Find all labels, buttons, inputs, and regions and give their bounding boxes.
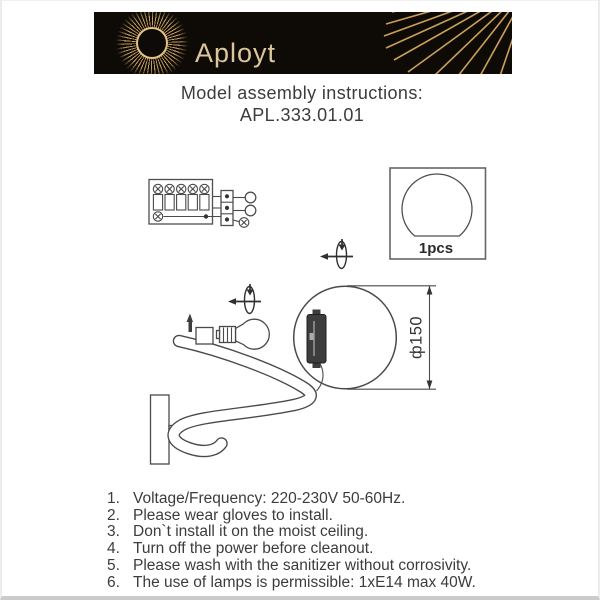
instruction-item — [2, 575, 600, 592]
item-text: Turn off the power before cleanout. — [133, 540, 374, 558]
item-text: The use of lamps is permissible: 1xE14 max 40W. — [133, 573, 476, 591]
parts-count-label: 1pcs — [418, 240, 454, 257]
instruction-item — [2, 508, 600, 525]
globe-part-drawing — [402, 174, 472, 236]
wall-plate — [151, 395, 170, 464]
parts-box — [390, 168, 486, 259]
bulb-drawing — [217, 319, 270, 349]
item-text: Voltage/Frequency: 220-230V 50-60Hz. — [133, 490, 406, 507]
instruction-list — [2, 491, 600, 591]
instruction-item — [2, 558, 600, 575]
item-number: 5. — [107, 556, 120, 574]
globe-shade-drawing — [294, 286, 397, 391]
model-number: APL.333.01.01 — [239, 105, 365, 125]
item-number: 1. — [107, 490, 120, 507]
item-number: 4. — [107, 540, 120, 558]
socket-housing — [196, 328, 213, 345]
item-text: Don`t install it on the moist ceiling. — [133, 523, 369, 541]
instruction-item — [2, 524, 600, 541]
terminal-block-diagram — [149, 180, 256, 228]
screw-rotation-icon — [320, 239, 353, 269]
instruction-item — [2, 541, 600, 558]
instruction-item — [2, 491, 600, 508]
diameter-dimension-label: ф150 — [407, 315, 426, 360]
item-number: 6. — [107, 573, 120, 591]
screw-rotation-icon — [228, 284, 261, 314]
sheet-title: Model assembly instructions: — [180, 83, 424, 103]
item-text: Please wear gloves to install. — [133, 506, 333, 524]
brand-name: Aployt — [195, 38, 277, 68]
item-number: 2. — [107, 506, 120, 524]
item-text: Please wash with the sanitizer without corrosivity. — [133, 556, 472, 574]
item-number: 3. — [107, 523, 120, 541]
terminal-pin — [189, 321, 193, 332]
